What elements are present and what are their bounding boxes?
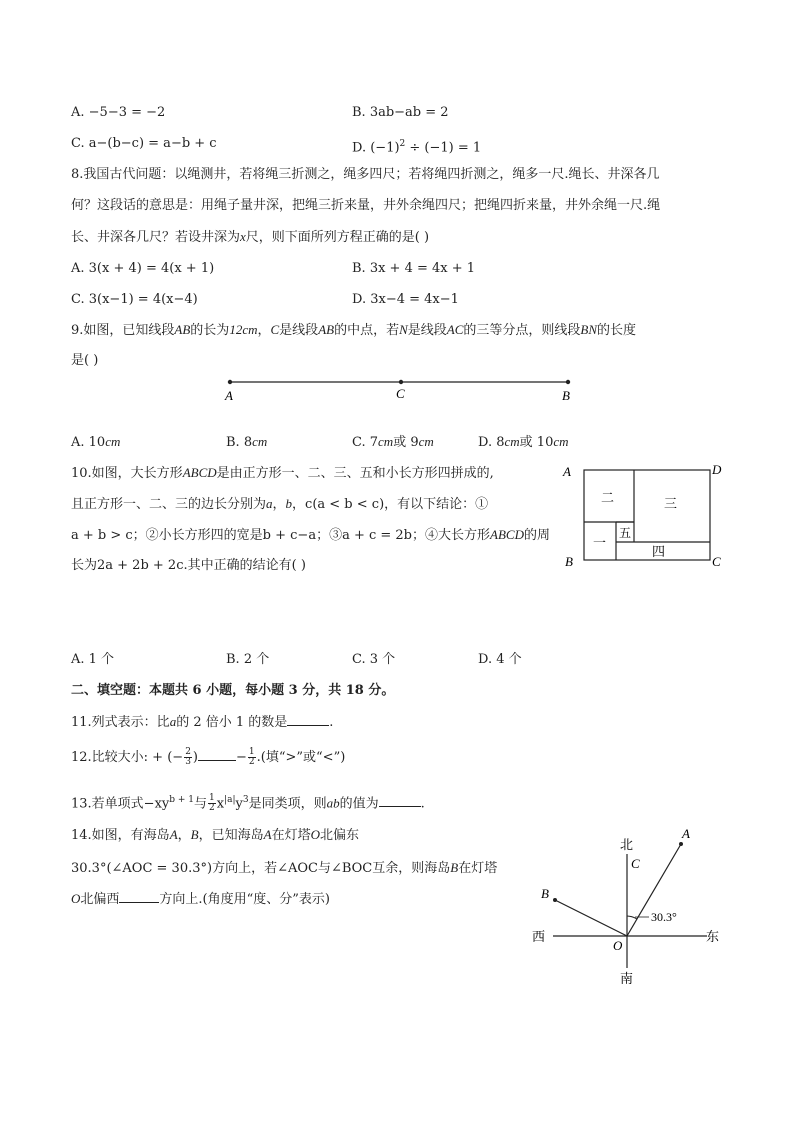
q10-text-6: 的周 (523, 528, 550, 543)
q11-period: . (329, 715, 334, 730)
q9-line-1 (71, 321, 636, 340)
q13-f-num: 1 (209, 793, 215, 804)
q13-fraction (208, 794, 216, 813)
q9-d-num2: 或 10 (519, 435, 554, 450)
q9-n: N (399, 322, 408, 337)
q9-text-2: 的长为 (190, 323, 230, 338)
q13-f-den: 2 (209, 803, 215, 814)
q10-b: b (285, 496, 293, 511)
q12-text-2: .(填“>”或“<”) (256, 750, 346, 765)
q9-text-4: 是线段 (279, 323, 319, 338)
label-south: 南 (620, 971, 634, 986)
q13-x: x (216, 796, 225, 812)
label-b: B (562, 388, 570, 403)
q7-d-exponent: 2 (399, 139, 406, 149)
q14-line-1 (71, 826, 359, 845)
q12-fraction-2 (248, 748, 256, 767)
q8-line-1: 8.我国古代问题：以绳测井，若将绳三折测之，绳多四尺；若将绳四折测之，绳多一尺.绳长、井深各几 (71, 167, 660, 182)
q9-a-unit: cm (105, 434, 121, 449)
q12-f1-num: 2 (185, 747, 191, 757)
q9-c-num: C. 7 (352, 435, 379, 450)
q10-option-c: C. 3 个 (352, 652, 396, 667)
label-sq1: 一 (593, 535, 607, 550)
q8-option-d: D. 3x−4 = 4x−1 (352, 292, 459, 307)
q13-y: y (235, 796, 243, 812)
q12-f2-num: 1 (248, 747, 255, 757)
label-west: 西 (532, 929, 546, 944)
label-angle: 30.3° (651, 910, 677, 924)
q9-d-unit2: cm (553, 434, 569, 449)
q12-text-1: 12.比较大小: + (− (71, 750, 184, 765)
q8-line-3 (71, 228, 429, 247)
s2-total: 18 (345, 683, 364, 698)
label-a: A (682, 826, 690, 841)
q12-answer-blank[interactable] (198, 748, 236, 761)
q12-paren: ) (192, 750, 198, 765)
q8-option-c: C. 3(x−1) = 4(x−4) (71, 292, 198, 307)
label-o: O (613, 938, 623, 953)
q14-b: B (190, 827, 199, 842)
q9-c-num2: 或 9 (393, 435, 419, 450)
q9-text-1: 9.如图，已知线段 (71, 323, 175, 338)
q14-text-8: 方向上.(角度用“度、分”表示) (159, 892, 330, 907)
q9-text-3: ， (257, 323, 271, 338)
q14-line-3 (71, 890, 330, 909)
q14-a-2: A (263, 827, 272, 842)
corner-d: D (712, 462, 722, 477)
q7-option-b: B. 3ab−ab = 2 (352, 105, 449, 120)
q12-line (71, 748, 345, 767)
q10-abcd: ABCD (182, 465, 217, 480)
q9-option-c (352, 433, 434, 452)
q10-option-b: B. 2 个 (226, 652, 270, 667)
q9-line-2: 是( ) (71, 353, 99, 368)
q10-line-3 (71, 526, 550, 545)
q9-c-unit2: cm (418, 434, 434, 449)
q14-text-4: 北偏东 (319, 828, 359, 843)
q9-b-num: B. 8 (226, 435, 253, 450)
q14-text-1: 14.如图，有海岛 (71, 828, 170, 843)
q7-option-c: C. a−(b−c) = a−b + c (71, 136, 217, 151)
q8-line-3-post: 尺，则下面所列方程正确的是( ) (245, 230, 430, 245)
s2-count: 6 (192, 683, 202, 698)
q13-text-1: 13.若单项式−xy (71, 796, 170, 812)
q9-option-a (71, 433, 120, 452)
corner-c: C (712, 554, 721, 569)
q12-f2-den: 2 (248, 757, 255, 767)
s2-points: 3 (288, 683, 298, 698)
label-sq3: 三 (664, 496, 678, 511)
q14-text-2: ，已知海岛 (198, 828, 264, 843)
q9-b-unit: cm (252, 434, 268, 449)
s2-text-3: 分，共 (297, 683, 346, 698)
q9-option-d (478, 433, 569, 452)
ray-ob (555, 900, 627, 936)
q13-text-2: 与 (194, 796, 208, 812)
label-east: 东 (706, 929, 720, 944)
q7-d-rest: ÷ (−1) = 1 (405, 140, 482, 156)
q13-text-3: 是同类项，则 (248, 796, 327, 812)
q9-text-5: 的中点，若 (334, 323, 400, 338)
point-b (553, 898, 557, 902)
corner-a: A (563, 464, 571, 479)
q11-answer-blank[interactable] (287, 713, 329, 726)
q14-answer-blank[interactable] (119, 890, 159, 903)
q14-sep: ， (177, 828, 191, 843)
q8-line-3-pre: 长、井深各几尺？若设井深为 (71, 230, 241, 245)
q14-o: O (310, 827, 320, 842)
s2-text-1: 二、填空题：本题共 (71, 683, 193, 698)
q7-d-base: D. (−1) (352, 140, 400, 156)
q12-fraction-1 (184, 748, 192, 767)
q14-text-6: 在灯塔 (458, 861, 498, 876)
q9-text-6: 是线段 (407, 323, 447, 338)
q10-text-3: 且正方形一、二、三的边长分别为 (71, 497, 267, 512)
q11-a: a (169, 714, 177, 729)
s2-text-4: 分。 (363, 683, 395, 698)
point-a (228, 380, 232, 384)
q14-b-2: B (450, 860, 459, 875)
q9-text-8: 的长度 (597, 323, 637, 338)
s2-text-2: 小题，每小题 (201, 683, 289, 698)
q13-exp-3: 3 (242, 795, 249, 805)
q10-abcd-2: ABCD (490, 527, 524, 542)
q9-length: 12cm (229, 322, 258, 337)
q14-text-7: 北偏西 (80, 892, 120, 907)
q10-comma-1: ， (272, 497, 286, 512)
q7-option-a: A. −5−3 = −2 (71, 105, 166, 120)
label-north: 北 (620, 837, 634, 852)
point-a (679, 842, 683, 846)
point-b (566, 380, 570, 384)
q12-neg: − (236, 750, 247, 765)
q10-option-d: D. 4 个 (478, 652, 522, 667)
q14-compass-figure (525, 822, 730, 994)
point-c (399, 380, 403, 384)
q13-ab: ab (326, 795, 340, 811)
q9-ab: AB (174, 322, 191, 337)
label-sq5: 五 (619, 526, 632, 540)
q13-answer-blank[interactable] (379, 794, 421, 807)
q11-text-2: 的 2 倍小 1 的数是 (176, 715, 288, 730)
q10-text-1: 10.如图，大长方形 (71, 466, 183, 481)
q9-a-num: A. 10 (71, 435, 106, 450)
q10-text-5: a + b > c；②小长方形四的宽是b + c−a；③a + c = 2b；④大长方形 (71, 528, 491, 543)
q11-text-1: 11.列式表示：比 (71, 715, 170, 730)
q13-exp-1: b + 1 (169, 795, 194, 805)
q9-d-num: D. 8 (478, 435, 505, 450)
label-rect4: 四 (652, 544, 666, 559)
q13-exp-2: |a| (224, 795, 236, 805)
q9-c-unit: cm (378, 434, 394, 449)
label-b: B (541, 886, 549, 901)
q14-line-2 (71, 859, 497, 878)
label-sq2: 二 (601, 490, 615, 505)
q10-rectangle-figure (562, 460, 732, 572)
q13-period: . (420, 796, 425, 812)
q11-line (71, 713, 333, 732)
label-c: C (396, 386, 405, 401)
q10-line-2 (71, 495, 488, 514)
q10-comma-2: ， (292, 497, 306, 512)
q14-a: A (169, 827, 178, 842)
q10-option-a: A. 1 个 (71, 652, 115, 667)
q9-c: C (270, 322, 280, 337)
q9-d-unit: cm (504, 434, 520, 449)
q10-line-4: 长为2a + 2b + 2c.其中正确的结论有( ) (71, 558, 306, 573)
q14-text-3: 在灯塔 (271, 828, 311, 843)
q10-a: a (266, 496, 273, 511)
q10-text-4: c(a < b < c)，有以下结论：① (305, 497, 489, 512)
q9-ac: AC (446, 322, 464, 337)
q8-option-b: B. 3x + 4 = 4x + 1 (352, 261, 476, 276)
corner-b: B (565, 554, 573, 569)
q13-text-4: 的值为 (339, 796, 379, 812)
label-c: C (631, 856, 640, 871)
q10-line-1 (71, 464, 494, 483)
q9-bn: BN (580, 322, 598, 337)
q9-text-7: 的三等分点，则线段 (463, 323, 581, 338)
q8-var-x: x (240, 229, 246, 244)
q13-line (71, 791, 425, 813)
label-a: A (225, 388, 233, 403)
q14-text-5: 30.3°(∠AOC = 30.3°)方向上，若∠AOC与∠BOC互余，则海岛 (71, 861, 451, 876)
q12-f1-den: 3 (185, 757, 191, 767)
q9-option-b (226, 433, 267, 452)
q14-o-2: O (71, 891, 81, 906)
section-2-heading (71, 682, 394, 700)
q8-option-a: A. 3(x + 4) = 4(x + 1) (71, 261, 215, 276)
q9-ab-2: AB (318, 322, 335, 337)
q7-option-d (352, 135, 481, 157)
q9-segment-figure (220, 374, 580, 404)
angle-arc (627, 916, 637, 919)
q10-text-2: 是由正方形一、二、三、五和小长方形四拼成的, (216, 466, 494, 481)
q8-line-2: 何？这段话的意思是：用绳子量井深，把绳三折来量，井外余绳四尺；把绳四折来量，井外余绳一尺.绳 (71, 198, 661, 213)
